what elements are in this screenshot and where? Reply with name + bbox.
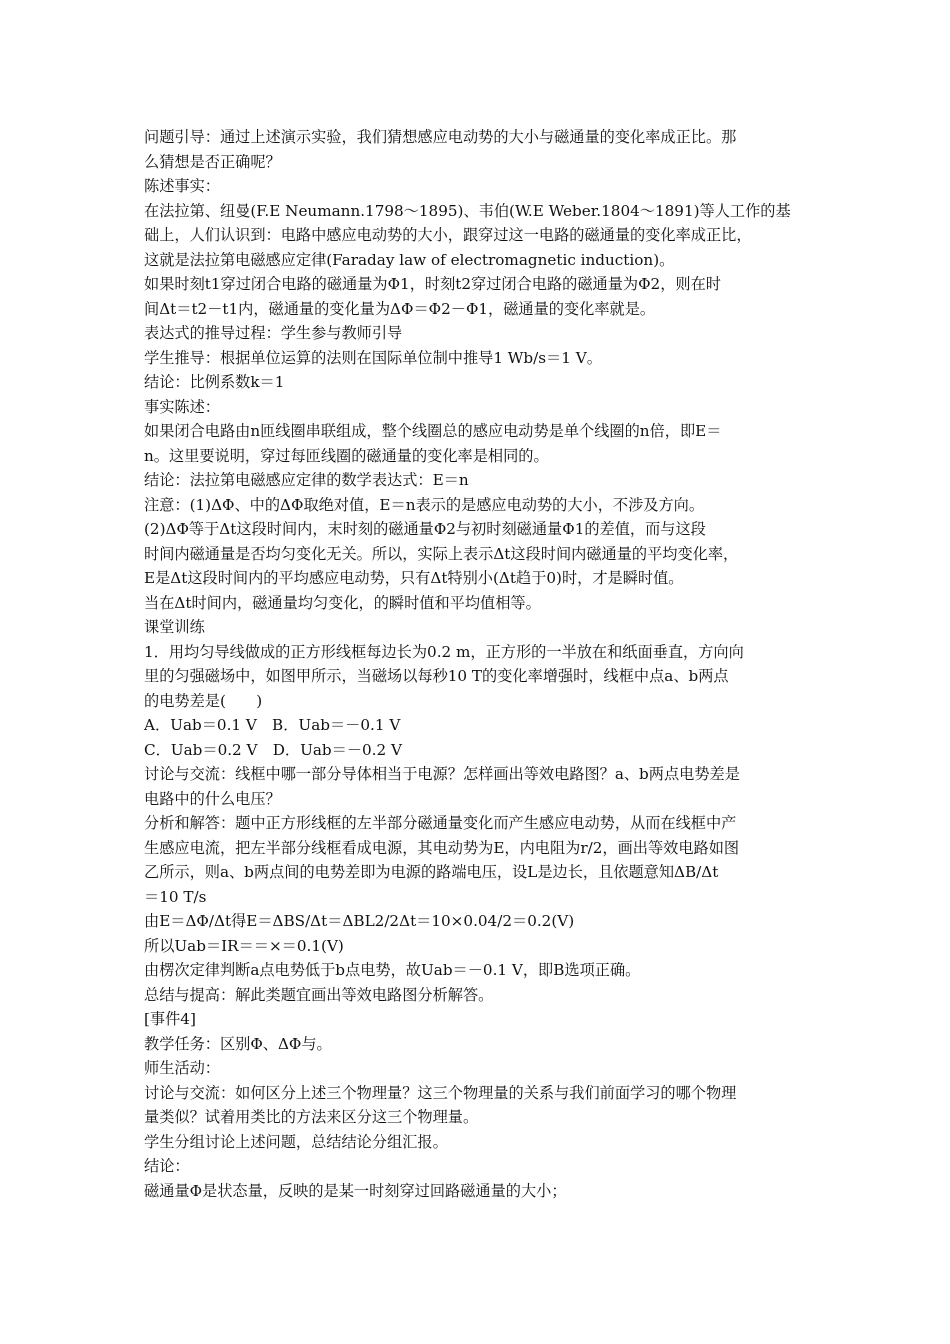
text-line: 陈述事实： [144, 177, 220, 195]
text-line: 乙所示，则a、b两点间的电势差即为电源的路端电压，设L是边长，且依题意知ΔB/Δt [144, 863, 719, 881]
text-line: 注意：(1)ΔΦ、中的ΔΦ取绝对值，E＝n表示的是感应电动势的大小，不涉及方向。 [144, 495, 705, 514]
text-line: 师生活动： [144, 1059, 220, 1077]
text-line: 所以Uab＝IR＝＝×＝0.1(V) [144, 936, 344, 955]
text-line: 教学任务：区别Φ、ΔΦ与。 [144, 1034, 332, 1053]
text-line: 电路中的什么电压？ [144, 789, 281, 808]
text-line: 学生分组讨论上述问题，总结结论分组汇报。 [144, 1132, 448, 1151]
text-line: 1．用均匀导线做成的正方形线框每边长为0.2 m，正方形的一半放在和纸面垂直，方向向 [144, 642, 744, 661]
text-line: 时间内磁通量是否均匀变化无关。所以，实际上表示Δt这段时间内磁通量的平均变化率， [144, 544, 739, 563]
text-line: 由E＝ΔΦ/Δt得E＝ΔBS/Δt＝ΔBL2/2Δt＝10×0.04/2＝0.2(V) [144, 912, 575, 930]
text-line: 讨论与交流：线框中哪一部分导体相当于电源？怎样画出等效电路图？a、b两点电势差是 [144, 765, 740, 783]
text-line: 础上，人们认识到：电路中感应电动势的大小，跟穿过这一电路的磁通量的变化率成正比， [144, 226, 752, 244]
text-line: 讨论与交流：如何区分上述三个物理量？这三个物理量的关系与我们前面学习的哪个物理 [144, 1083, 737, 1102]
text-line: 里的匀强磁场中，如图甲所示，当磁场以每秒10 T的变化率增强时，线框中点a、b两点 [144, 667, 729, 685]
text-line: 当在Δt时间内，磁通量均匀变化，的瞬时值和平均值相等。 [144, 593, 541, 612]
text-line: 生感应电流，把左半部分线框看成电源，其电动势为E，内电阻为r/2，画出等效电路如图 [144, 838, 740, 857]
text-line: E是Δt这段时间内的平均感应电动势，只有Δt特别小(Δt趋于0)时，才是瞬时值。 [144, 569, 684, 587]
text-line: 分析和解答：题中正方形线框的左半部分磁通量变化而产生感应电动势，从而在线框中产 [144, 814, 737, 832]
text-line: 课堂训练 [144, 618, 205, 636]
text-line: 问题引导：通过上述演示实验，我们猜想感应电动势的大小与磁通量的变化率成正比。那 [144, 128, 737, 146]
text-line: 的电势差是( ) [144, 691, 263, 710]
text-line: 学生推导：根据单位运算的法则在国际单位制中推导1 Wb/s＝1 V。 [144, 348, 602, 367]
text-line: 如果闭合电路由n匝线圈串联组成，整个线圈总的感应电动势是单个线圈的n倍，即E＝ [144, 422, 722, 440]
text-line: C．Uab＝0.2 V D．Uab＝－0.2 V [144, 740, 402, 759]
text-line: [事件4] [144, 1010, 196, 1028]
text-line: 间Δt＝t2－t1内，磁通量的变化量为ΔΦ＝Φ2－Φ1，磁通量的变化率就是。 [144, 299, 656, 318]
text-line: 表达式的推导过程：学生参与教师引导 [144, 324, 403, 342]
text-line: 磁通量Φ是状态量，反映的是某一时刻穿过回路磁通量的大小； [144, 1181, 567, 1200]
text-line: (2)ΔΦ等于Δt这段时间内，末时刻的磁通量Φ2与初时刻磁通量Φ1的差值，而与这段 [144, 520, 706, 538]
text-line: 总结与提高：解此类题宜画出等效电路图分析解答。 [144, 985, 494, 1004]
text-line: 如果时刻t1穿过闭合电路的磁通量为Φ1，时刻t2穿过闭合电路的磁通量为Φ2，则在时 [144, 275, 721, 293]
text-line: 结论：比例系数k＝1 [144, 373, 285, 391]
document-body [144, 125, 824, 1228]
text-line [144, 1203, 824, 1228]
text-line: 在法拉第、纽曼(F.E Neumann.1798～1895)、韦伯(W.E Weber.1804～1891)等人工作的基 [144, 201, 791, 220]
text-line: A．Uab＝0.1 V B．Uab＝－0.1 V [144, 716, 401, 734]
text-line: 结论：法拉第电磁感应定律的数学表达式：E＝n [144, 471, 469, 489]
text-line: 由楞次定律判断a点电势低于b点电势，故Uab＝－0.1 V，即B选项正确。 [144, 961, 641, 979]
text-line: 结论： [144, 1157, 190, 1175]
text-line: 么猜想是否正确呢？ [144, 152, 281, 171]
text-line: n。这里要说明，穿过每匝线圈的磁通量的变化率是相同的。 [144, 446, 549, 465]
text-line: 量类似？试着用类比的方法来区分这三个物理量。 [144, 1108, 479, 1126]
text-line: 这就是法拉第电磁感应定律(Faraday law of electromagnetic induction)。 [144, 250, 675, 269]
text-line: ＝10 T/s [144, 887, 207, 906]
text-line: 事实陈述： [144, 397, 220, 416]
